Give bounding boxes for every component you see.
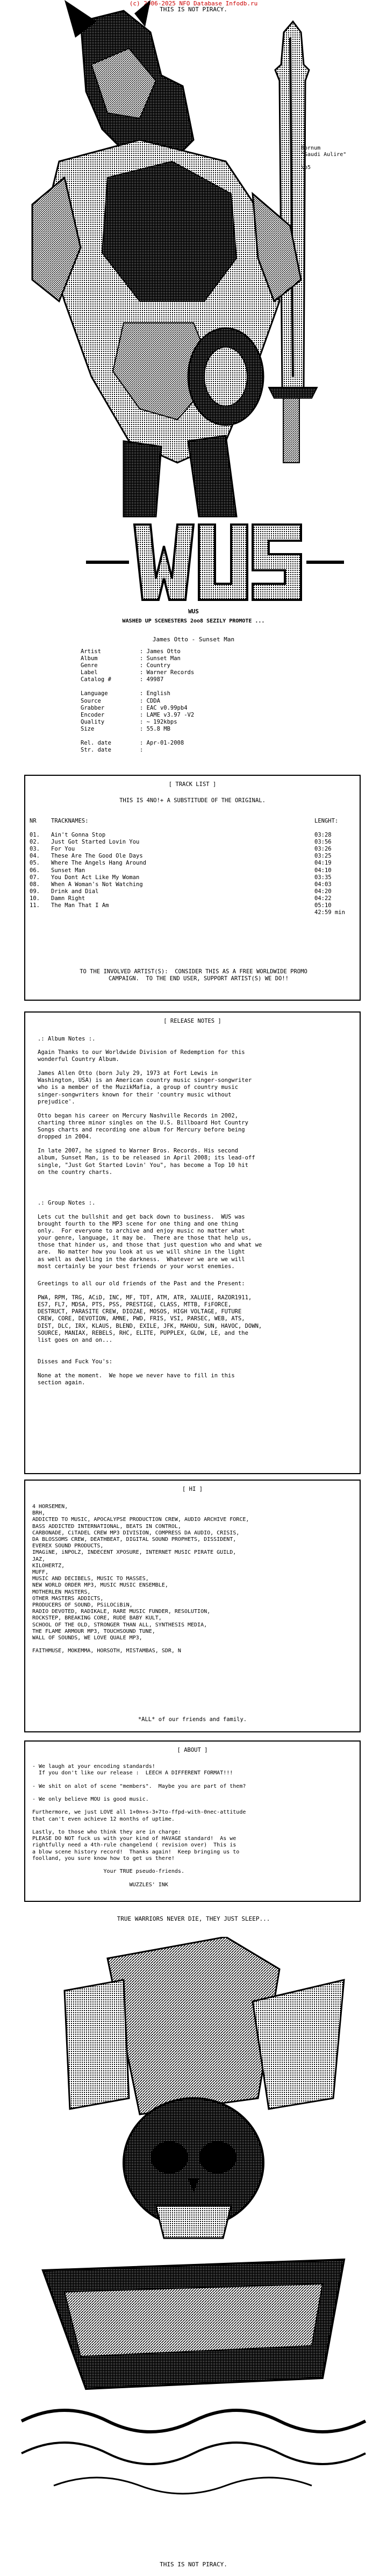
release-field-row [81,719,349,726]
track-row [30,888,352,895]
album-notes: Again Thanks to our Worldwide Division of Redemption for this wonderful Country Album. James Allen Otto (born July 29, 1973 at Fort Lewis in Washington, USA) is an American country music singer-songwriter who is a member of the MuzikMafia, a group of country music singer-songwriters known for their 'country music without prejudice'. Otto began his career on Mercury Nashville Records in 2002, charting three minor singles on the U.S. Billboard Hot Country Songs charts and recording one album for Mercury before being dropped in 2004. In late 2007, he signed to Warner Bros. Records. His second album, Sunset Man, is to be released in April 2008; its lead-off single, "Just Got Started Lovin' You", has become a Top 10 hit on the country charts. [38,1049,255,1176]
track-cell: 08. [30,881,40,888]
track-row [30,832,352,839]
track-cell: 09. [30,888,40,895]
release-field-value: EAC v0.99pb4 [146,704,188,711]
album-notes-title: .: Album Notes :. [38,1036,96,1042]
release-field-row [81,726,349,733]
release-field-row [81,648,349,655]
release-field-row [81,698,349,705]
group-notes: Lets cut the bullshit and get back down to business. WUS was brought fourth to the MP3 scene for one thing and one thing only. For everyone to archive and enjoy music no matter what your genre, language, it may be. There are those that help us, those that hinder us, and those that just question who and what we are. No matter how you look at us we will shine in the light as well as dwelling in the darkness. Whatever we are we will most certainly be your best friends or your worst enemies. [38,1214,262,1270]
release-field-value: 55.8 MB [146,725,170,732]
release-field-colon: : [140,740,147,747]
track-cell: 04:03 [314,881,332,888]
release-field-row [81,655,349,662]
release-field-row [81,662,349,669]
release-field-value: English [146,690,170,697]
release-field-value: LAME v3.97 -V2 [146,711,195,718]
release-field-value: Country [146,662,170,669]
track-cell: 10. [30,895,40,902]
track-row [30,860,352,867]
skull-ship-ascii-art [0,1937,387,2556]
release-field-colon: : [140,690,147,697]
wus-logo [0,514,387,616]
track-cell: 02. [30,839,40,846]
track-cell: 03:28 [314,832,332,839]
release-field-value: ~ 192kbps [146,718,177,725]
track-row [30,839,352,846]
track-cell: 05. [30,860,40,867]
track-row [30,846,352,853]
release-field-colon: : [140,718,147,725]
release-field-row [81,747,349,754]
release-notes-heading: [ RELEASE NOTES ] [163,1018,221,1024]
release-field-row [81,669,349,676]
release-field-row [81,740,349,747]
release-field-value: James Otto [146,648,181,655]
release-field-colon: : [140,725,147,732]
track-cell: 11. [30,902,40,909]
track-cell: LENGHT: [314,818,339,824]
track-cell: Drink and Dial [51,888,99,895]
release-field-colon: : [140,655,147,662]
track-cell [30,909,51,916]
release-field-row [81,712,349,719]
track-row [30,902,352,909]
track-cell: Just Got Started Lovin You [51,839,140,846]
release-field-value: 49987 [146,676,164,683]
disses: Disses and Fuck You's: None at the moment. We hope we never have to fill in this section again. [38,1358,235,1386]
release-field-colon: : [140,697,147,704]
track-row [30,895,352,902]
release-field-label: Quality [81,718,105,725]
release-field-label: Genre [81,662,98,669]
release-title: James Otto - Sunset Man [152,636,235,643]
tracklist-header-row [30,818,352,825]
track-cell: Damn Right [51,895,85,902]
track-cell: These Are The Good Ole Days [51,853,143,860]
track-cell: Where The Angels Hang Around [51,860,147,867]
track-cell: Ain't Gonna Stop [51,832,106,839]
track-cell: 04. [30,853,40,860]
release-field-label: Label [81,669,98,676]
release-field-colon: : [140,711,147,718]
armor-shape [43,140,280,463]
track-cell: When A Woman's Not Watching [51,881,143,888]
track-cell: 01. [30,832,40,839]
tracklist-note: THIS IS 4NO!+ A SUBSTITUDE OF THE ORIGINAL. [119,797,266,804]
group-tagline: WASHED UP SCENESTERS 2oo8 SEZILY PROMOTE ... [122,618,265,624]
track-cell: 04:22 [314,895,332,902]
warrior-ascii-art [0,0,387,538]
group-name: WUS [188,608,199,615]
copyright-line: (c) 2006-2025 NFO Database Infodb.ru [129,0,258,7]
release-field-row [81,676,349,683]
release-field-row [81,705,349,712]
piracy-notice-bottom: THIS IS NOT PIRACY. [160,2561,227,2568]
track-cell: The Man That I Am [51,902,109,909]
greetings: Greetings to all our old friends of the Past and the Present: PWA, RPM, TRG, ACiD, INC, MF, TDT, ATM, ATR, XALUIE, RAZOR1911, ES7, FL7, MDSA, PTS, PSS, PRESTIGE, CLASS, MTTB, FiFORCE, DESTRUCT, PARASITE CREW, DIOZAE, MOSOS, HIGH VOLTAGE, FUTURE CREW, CORE, DEVOTION, AMNE, PWD, FRIS, VSI, PARSEC, WEB, ATS, DIST, DLC, IRX, KLAUS, BLEND, EXILE, JFK, MAHOU, SUN, HAVOC, DOWN, SOURCE, MANIAX, REBELS, RHC, ELITE, PUPPLEX, GLOW, LE, and the list goes on and on... [38,1280,262,1343]
release-field-colon: : [140,704,147,711]
release-field-row [81,690,349,697]
track-row [30,853,352,860]
release-field-colon: : [140,676,147,683]
track-cell: 04:20 [314,888,332,895]
track-cell: 03. [30,846,40,853]
release-field-label: Language [81,690,108,697]
release-field-colon: : [140,669,147,676]
release-field-colon: : [140,648,147,655]
hi-heading: [ HI ] [182,1486,203,1492]
release-field-label: Rel. date [81,740,111,747]
track-cell: 04:19 [314,860,332,867]
track-cell: 42:59 min [314,909,345,916]
track-row [30,874,352,881]
release-field-label: Grabber [81,704,105,711]
track-cell: NR [30,818,37,824]
tracklist-table [30,818,352,916]
tracklist-footer: TO THE INVOLVED ARTIST(S): CONSIDER THIS AS A FREE WORLDWIDE PROMO CAMPAIGN. TO THE END USER, SUPPORT ARTIST(S) WE DO!! [80,968,307,982]
track-cell: 03:35 [314,874,332,881]
release-field-label: Str. date [81,747,111,754]
about-text: - We laugh at your encoding standards! If you don't like our release : LEECH A DIFFERENT FORMAT!!! - We shit on alot of scene "members". Maybe you are part of them? - We only believe MOU is good music. Furthermore, we just LOVE all 1+0n+s-3+7to-ffpd-with-0nec-attitude that can't even achieve 12 months of uptime. Lastly, to those who think they are in charge: PLEASE DO NOT fuck us with your kind of HAVAGE standard! As we rightfully need a 4th-rule changelend ( revision over) This is a blow scene history record! Thanks again! Keep bringing us to foolland, you sure know how to get us there! Your TRUE pseudo-friends. WUZZLES' INK [32,1764,246,1888]
tracklist-heading: [ TRACK LIST ] [168,781,217,788]
release-field-value: Apr-01-2008 [146,740,184,747]
release-field-colon: : [140,662,147,669]
track-row [30,881,352,888]
track-cell [51,909,314,916]
release-field-value: Sunset Man [146,655,181,662]
track-total-row [30,909,352,916]
helmet-shape [64,0,194,161]
release-fields [81,648,349,754]
release-field-label: Encoder [81,711,105,718]
track-cell: 03:26 [314,846,332,853]
track-cell: You Dont Act Like My Woman [51,874,140,881]
track-cell: 07. [30,874,40,881]
release-field-value: Warner Records [146,669,195,676]
about-footer: TRUE WARRIORS NEVER DIE, THEY JUST SLEEP... [117,1915,270,1922]
release-field-label: Artist [81,648,101,655]
about-heading: [ ABOUT ] [177,1747,208,1753]
release-field-colon: : [140,747,147,754]
release-field-label: Catalog # [81,676,111,683]
art-signature: Bornum "Saudi Aulire" \o5 [301,145,347,171]
group-notes-title: .: Group Notes :. [38,1200,96,1206]
release-field-label: Album [81,655,98,662]
track-row [30,867,352,874]
track-cell: TRACKNAMES: [51,818,89,824]
piracy-notice-top: THIS IS NOT PIRACY. [160,6,227,13]
hi-footer: *ALL* of our friends and family. [138,1716,247,1723]
track-cell: 05:10 [314,902,332,909]
track-cell: 03:25 [314,853,332,860]
hi-text: 4 HORSEMEN, BRH, ADDICTED TO MUSIC, APOCALYPSE PRODUCTION CREW, AUDIO ARCHIVE FORCE, BASS ADDICTED INTERNATIONAL, BEATS IN CONTROL, CARBONADE, CiTADEL CREW MP3 DIVISION, COMPRESS DA AUDIO, CRISIS, DA BLOSSOMS CREW, DEATHBEAT, DIGITAL SOUND PROPHETS, DISSIDENT, EVEREX SOUND PRODUCTS, IMAGiNE, iNPOLZ, INDECENT XPOSURE, INTERNET MUSIC PIRATE GUILD, JAZ, KILOHERTZ, MUFF, MUSIC AND DECIBELS, MUSIC TO MASSES, NEW WORLD ORDER MP3, MUSIC MUSIC ENSEMBLE, MOTHERLEN MASTERS, OTHER MASTERS ADDICTS, PRODUCERS OF SOUND, PSiLOCiBiN, RADIO DEVOTED, RADIKALE, RARE MUSIC FUNDER, RESOLUTION, ROCKSTEP, BREAKING CORE, RUDE BABY KULT, SCHOOL OF THE OLD, STRONGER THAN ALL, SYNTHESIS MEDIA, THE FLAME ARMOUR MP3, TOUCHSOUND TUNE, WALL OF SOUNDS, WE LOVE QUALE MP3, FAITHMUSE, MOKEMMA, HORSOTH, MISTAMBAS, SDR, N [32,1504,249,1654]
release-field-label: Size [81,725,95,732]
track-cell: For You [51,846,75,853]
release-field-label: Source [81,697,101,704]
release-field-value: CDDA [146,697,160,704]
track-cell: Sunset Man [51,867,85,874]
track-cell: 04:10 [314,867,332,874]
track-cell: 06. [30,867,40,874]
track-cell: 03:56 [314,839,332,846]
